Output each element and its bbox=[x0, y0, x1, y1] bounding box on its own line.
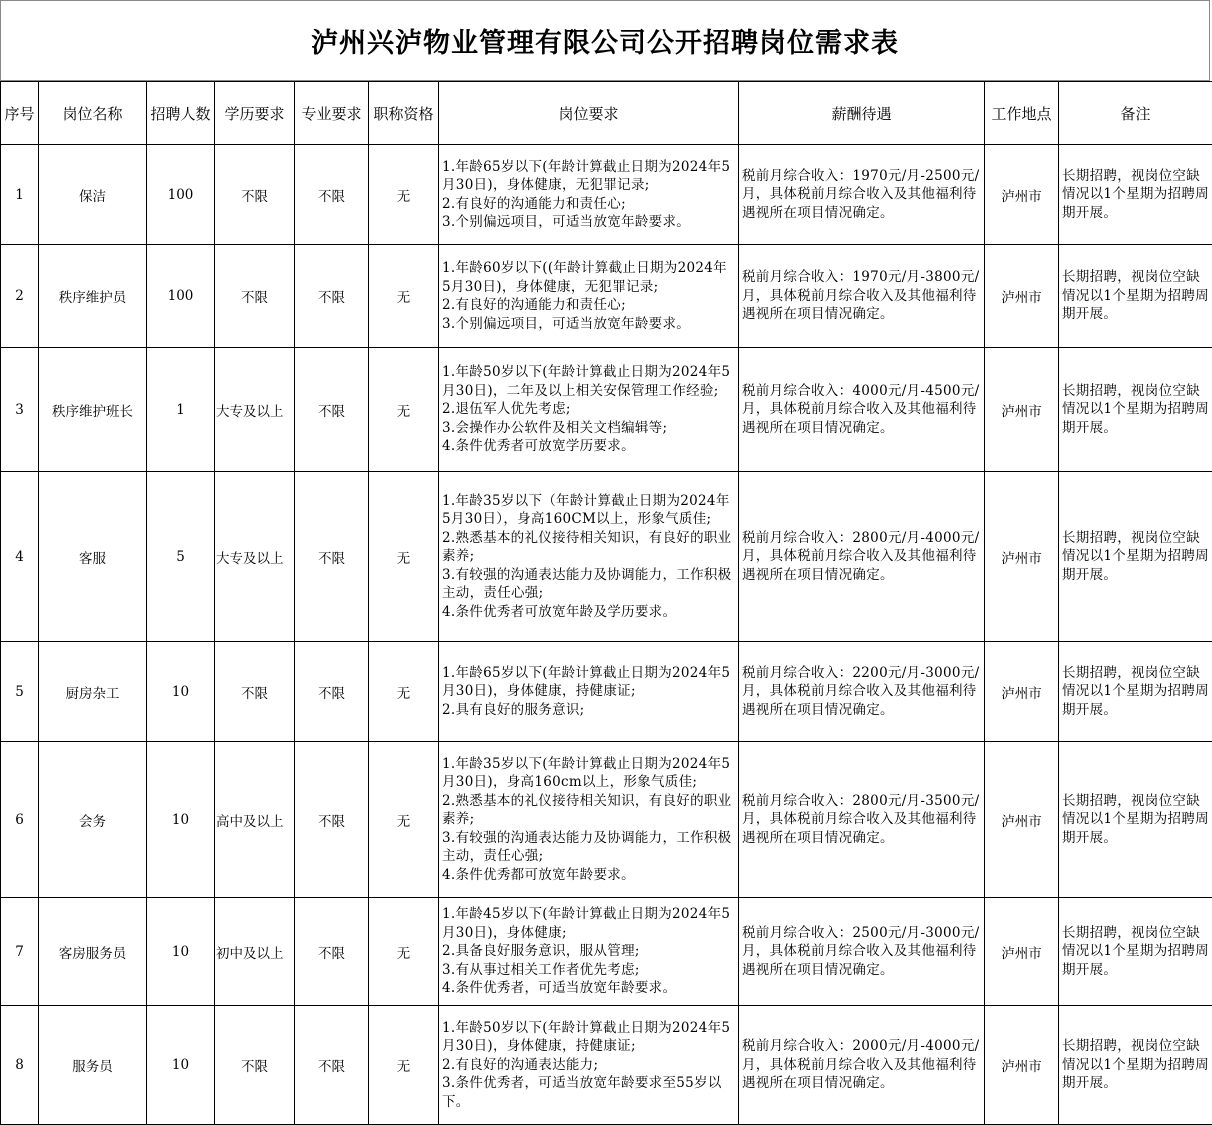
requirement-line: 4.条件优秀都可放宽年龄要求。 bbox=[442, 866, 735, 885]
cell-education: 大专及以上 bbox=[215, 472, 295, 642]
header-title-req: 职称资格 bbox=[369, 82, 439, 145]
cell-title-req: 无 bbox=[369, 1006, 439, 1125]
header-row bbox=[1, 82, 1212, 145]
cell-note: 长期招聘，视岗位空缺情况以1个星期为招聘周期开展。 bbox=[1059, 145, 1212, 245]
cell-requirements bbox=[439, 472, 739, 642]
page-title: 泸州兴泸物业管理有限公司公开招聘岗位需求表 bbox=[0, 0, 1210, 81]
cell-no: 3 bbox=[1, 348, 39, 472]
requirement-line: 1.年龄50岁以下(年龄计算截止日期为2024年5月30日)，二年及以上相关安保管理工作经验; bbox=[442, 363, 735, 400]
cell-count: 10 bbox=[147, 1006, 215, 1125]
cell-major: 不限 bbox=[295, 348, 369, 472]
requirement-line: 1.年龄35岁以下(年龄计算截止日期为2024年5月30日)，身高160cm以上，形象气质佳; bbox=[442, 755, 735, 792]
cell-requirements bbox=[439, 348, 739, 472]
header-position: 岗位名称 bbox=[39, 82, 147, 145]
cell-education: 初中及以上 bbox=[215, 898, 295, 1006]
cell-salary: 税前月综合收入：2800元/月-4000元/月，具体税前月综合收入及其他福利待遇视所在项目情况确定。 bbox=[739, 472, 985, 642]
cell-count: 100 bbox=[147, 245, 215, 348]
cell-major: 不限 bbox=[295, 742, 369, 898]
cell-note: 长期招聘，视岗位空缺情况以1个星期为招聘周期开展。 bbox=[1059, 898, 1212, 1006]
cell-note: 长期招聘，视岗位空缺情况以1个星期为招聘周期开展。 bbox=[1059, 742, 1212, 898]
requirement-line: 2.退伍军人优先考虑; bbox=[442, 400, 735, 419]
cell-no: 2 bbox=[1, 245, 39, 348]
cell-no: 1 bbox=[1, 145, 39, 245]
cell-count: 5 bbox=[147, 472, 215, 642]
cell-location: 泸州市 bbox=[985, 642, 1059, 742]
cell-major: 不限 bbox=[295, 1006, 369, 1125]
requirement-line: 2.有良好的沟通表达能力; bbox=[442, 1056, 735, 1075]
requirement-line: 3.有较强的沟通表达能力及协调能力，工作积极主动，责任心强; bbox=[442, 566, 735, 603]
cell-note: 长期招聘，视岗位空缺情况以1个星期为招聘周期开展。 bbox=[1059, 642, 1212, 742]
cell-salary: 税前月综合收入：1970元/月-3800元/月，具体税前月综合收入及其他福利待遇视所在项目情况确定。 bbox=[739, 245, 985, 348]
header-no: 序号 bbox=[1, 82, 39, 145]
cell-no: 8 bbox=[1, 1006, 39, 1125]
requirement-line: 3.个别偏远项目，可适当放宽年龄要求。 bbox=[442, 213, 735, 232]
cell-major: 不限 bbox=[295, 898, 369, 1006]
cell-position: 秩序维护员 bbox=[39, 245, 147, 348]
cell-no: 6 bbox=[1, 742, 39, 898]
cell-requirements bbox=[439, 145, 739, 245]
requirement-line: 2.有良好的沟通能力和责任心; bbox=[442, 195, 735, 214]
requirement-line: 1.年龄60岁以下((年龄计算截止日期为2024年5月30日)，身体健康，无犯罪记录; bbox=[442, 259, 735, 296]
table-row bbox=[1, 245, 1212, 348]
cell-count: 10 bbox=[147, 642, 215, 742]
recruitment-table bbox=[0, 81, 1212, 1125]
cell-position: 厨房杂工 bbox=[39, 642, 147, 742]
cell-requirements bbox=[439, 642, 739, 742]
cell-education: 高中及以上 bbox=[215, 742, 295, 898]
cell-title-req: 无 bbox=[369, 742, 439, 898]
cell-salary: 税前月综合收入：2500元/月-3000元/月，具体税前月综合收入及其他福利待遇视所在项目情况确定。 bbox=[739, 898, 985, 1006]
requirement-line: 2.熟悉基本的礼仪接待相关知识，有良好的职业素养; bbox=[442, 792, 735, 829]
header-location: 工作地点 bbox=[985, 82, 1059, 145]
cell-salary: 税前月综合收入：2200元/月-3000元/月，具体税前月综合收入及其他福利待遇视所在项目情况确定。 bbox=[739, 642, 985, 742]
requirement-line: 2.熟悉基本的礼仪接待相关知识，有良好的职业素养; bbox=[442, 529, 735, 566]
table-row bbox=[1, 1006, 1212, 1125]
table-row bbox=[1, 898, 1212, 1006]
cell-location: 泸州市 bbox=[985, 145, 1059, 245]
cell-count: 10 bbox=[147, 742, 215, 898]
table-row bbox=[1, 348, 1212, 472]
cell-count: 100 bbox=[147, 145, 215, 245]
cell-major: 不限 bbox=[295, 145, 369, 245]
cell-requirements bbox=[439, 245, 739, 348]
requirement-line: 2.具有良好的服务意识; bbox=[442, 701, 735, 720]
cell-requirements bbox=[439, 742, 739, 898]
cell-education: 不限 bbox=[215, 245, 295, 348]
cell-location: 泸州市 bbox=[985, 245, 1059, 348]
requirement-line: 3.个别偏远项目，可适当放宽年龄要求。 bbox=[442, 315, 735, 334]
table-row bbox=[1, 145, 1212, 245]
cell-title-req: 无 bbox=[369, 245, 439, 348]
cell-note: 长期招聘，视岗位空缺情况以1个星期为招聘周期开展。 bbox=[1059, 245, 1212, 348]
cell-education: 不限 bbox=[215, 1006, 295, 1125]
cell-salary: 税前月综合收入：2000元/月-4000元/月，具体税前月综合收入及其他福利待遇视所在项目情况确定。 bbox=[739, 1006, 985, 1125]
requirement-line: 3.会操作办公软件及相关文档编辑等; bbox=[442, 419, 735, 438]
header-note: 备注 bbox=[1059, 82, 1212, 145]
requirement-line: 1.年龄65岁以下(年龄计算截止日期为2024年5月30日)，身体健康，持健康证; bbox=[442, 664, 735, 701]
cell-position: 客房服务员 bbox=[39, 898, 147, 1006]
cell-note: 长期招聘，视岗位空缺情况以1个星期为招聘周期开展。 bbox=[1059, 348, 1212, 472]
cell-salary: 税前月综合收入：2800元/月-3500元/月，具体税前月综合收入及其他福利待遇视所在项目情况确定。 bbox=[739, 742, 985, 898]
cell-position: 秩序维护班长 bbox=[39, 348, 147, 472]
header-salary: 薪酬待遇 bbox=[739, 82, 985, 145]
cell-salary: 税前月综合收入：1970元/月-2500元/月，具体税前月综合收入及其他福利待遇视所在项目情况确定。 bbox=[739, 145, 985, 245]
cell-title-req: 无 bbox=[369, 642, 439, 742]
requirement-line: 2.具备良好服务意识，服从管理; bbox=[442, 942, 735, 961]
cell-title-req: 无 bbox=[369, 472, 439, 642]
cell-location: 泸州市 bbox=[985, 898, 1059, 1006]
cell-location: 泸州市 bbox=[985, 348, 1059, 472]
cell-count: 1 bbox=[147, 348, 215, 472]
header-education: 学历要求 bbox=[215, 82, 295, 145]
cell-note: 长期招聘，视岗位空缺情况以1个星期为招聘周期开展。 bbox=[1059, 472, 1212, 642]
requirement-line: 1.年龄45岁以下(年龄计算截止日期为2024年5月30日)，身体健康; bbox=[442, 905, 735, 942]
requirement-line: 4.条件优秀者可放宽学历要求。 bbox=[442, 437, 735, 456]
requirement-line: 1.年龄65岁以下(年龄计算截止日期为2024年5月30日)，身体健康，无犯罪记录; bbox=[442, 158, 735, 195]
cell-no: 5 bbox=[1, 642, 39, 742]
table-row bbox=[1, 472, 1212, 642]
requirement-line: 3.有从事过相关工作者优先考虑; bbox=[442, 961, 735, 980]
cell-position: 客服 bbox=[39, 472, 147, 642]
cell-location: 泸州市 bbox=[985, 742, 1059, 898]
cell-major: 不限 bbox=[295, 642, 369, 742]
table-row bbox=[1, 742, 1212, 898]
cell-note: 长期招聘，视岗位空缺情况以1个星期为招聘周期开展。 bbox=[1059, 1006, 1212, 1125]
cell-position: 服务员 bbox=[39, 1006, 147, 1125]
header-requirements: 岗位要求 bbox=[439, 82, 739, 145]
cell-title-req: 无 bbox=[369, 348, 439, 472]
cell-major: 不限 bbox=[295, 245, 369, 348]
cell-education: 不限 bbox=[215, 145, 295, 245]
cell-requirements bbox=[439, 898, 739, 1006]
cell-count: 10 bbox=[147, 898, 215, 1006]
requirement-line: 1.年龄35岁以下（年龄计算截止日期为2024年5月30日），身高160CM以上，形象气质佳; bbox=[442, 492, 735, 529]
requirement-line: 2.有良好的沟通能力和责任心; bbox=[442, 296, 735, 315]
cell-title-req: 无 bbox=[369, 145, 439, 245]
cell-position: 会务 bbox=[39, 742, 147, 898]
requirement-line: 4.条件优秀者可放宽年龄及学历要求。 bbox=[442, 603, 735, 622]
cell-no: 7 bbox=[1, 898, 39, 1006]
cell-position: 保洁 bbox=[39, 145, 147, 245]
cell-title-req: 无 bbox=[369, 898, 439, 1006]
requirement-line: 1.年龄50岁以下(年龄计算截止日期为2024年5月30日)，身体健康，持健康证; bbox=[442, 1019, 735, 1056]
header-count: 招聘人数 bbox=[147, 82, 215, 145]
cell-education: 不限 bbox=[215, 642, 295, 742]
cell-salary: 税前月综合收入：4000元/月-4500元/月，具体税前月综合收入及其他福利待遇视所在项目情况确定。 bbox=[739, 348, 985, 472]
cell-major: 不限 bbox=[295, 472, 369, 642]
cell-location: 泸州市 bbox=[985, 1006, 1059, 1125]
cell-no: 4 bbox=[1, 472, 39, 642]
header-major: 专业要求 bbox=[295, 82, 369, 145]
cell-location: 泸州市 bbox=[985, 472, 1059, 642]
cell-requirements bbox=[439, 1006, 739, 1125]
requirement-line: 4.条件优秀者，可适当放宽年龄要求。 bbox=[442, 979, 735, 998]
table-row bbox=[1, 642, 1212, 742]
requirement-line: 3.条件优秀者，可适当放宽年龄要求至55岁以下。 bbox=[442, 1074, 735, 1111]
cell-education: 大专及以上 bbox=[215, 348, 295, 472]
requirement-line: 3.有较强的沟通表达能力及协调能力，工作积极主动，责任心强; bbox=[442, 829, 735, 866]
